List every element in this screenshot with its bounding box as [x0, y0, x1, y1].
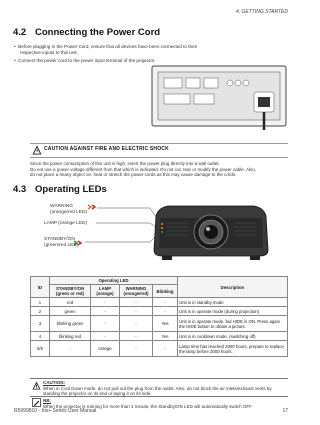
section-title: Operating LEDs — [35, 184, 107, 195]
section-number: 4.2 — [13, 27, 27, 38]
operating-led-table — [30, 276, 288, 357]
col-id: ID — [31, 277, 50, 298]
lamp-led-label: LAMP (orange LED) — [44, 221, 88, 226]
col-warning: WARNING (orange/red) — [120, 285, 153, 298]
warning-led-label: WARNING (orange/red LED) — [50, 204, 88, 215]
note-pencil-icon — [32, 398, 41, 407]
section-title: Connecting the Power Cord — [35, 27, 161, 38]
standby-led-label: STANDBY/ON (green/red LED) — [44, 237, 79, 248]
footer-page-number: 17 — [282, 408, 288, 414]
col-standby: STANDBY/ON (green or red) — [50, 285, 91, 298]
col-description: Description — [178, 277, 288, 298]
caution-title: CAUTION AGAINST FIRE AND ELECTRIC SHOCK — [44, 146, 169, 152]
warning-triangle-icon — [32, 381, 41, 390]
footer-manual-title: R5999810 - Iris+ Series User Manual — [14, 408, 97, 414]
projector-front-illustration — [150, 198, 272, 264]
bullet-item: • Connect the power cord to the power input terminal of the projector. — [14, 57, 156, 63]
nb-divider — [30, 396, 288, 397]
table-row: 5/6 - orange - - Lamp time has reached 2900 hours, prepare to replace the lamp before 3000 hours. — [31, 341, 288, 357]
col-group-operating-led: Operating LED — [50, 277, 178, 285]
table-row: 2 green - - - Unit is in operate mode (during projection) — [31, 307, 288, 316]
bullet-item: • Before plugging in the Power Cord, ensure that all devices have been connected to their respective inputs to this unit. — [14, 44, 198, 55]
table-row: 1 red - - - Unit is in standby mode — [31, 298, 288, 307]
section-number: 4.3 — [13, 184, 27, 195]
col-lamp: LAMP (orange) — [91, 285, 120, 298]
page-header: 4. GETTING STARTED — [235, 9, 288, 15]
caution-divider — [30, 378, 288, 379]
caution-text: Since the power consumption of this unit is high, insert the power plug directly into a wall outlet. Do not use a power voltage different from that which is indicated. Do not cut, tear or modify the power cable. Also, do not place a heavy object on, heat or stretch the power cords as this may cause damage to the cords. — [30, 161, 257, 178]
col-blinking: Blinking — [153, 285, 178, 298]
caution-note: CAUTION: When in Cool Down mode, do not pull out the plug from the outlet. Also, do not block the air inlets/exhaust vents by standing the projector on its end or laying it on its side. — [43, 380, 272, 396]
table-row: 3 blinking green - - Yes Unit is in operate mode, but HIDE is ON. Press again the HIDE button to obtain a picture. — [31, 316, 288, 332]
table-row: 4 blinking red - - Yes Unit is in cooldown mode. (switching off) — [31, 332, 288, 341]
nb-note: NB: When the projector is running for more than 1 minute, the Standby/ON LED will automatically switch OFF. — [43, 398, 253, 409]
